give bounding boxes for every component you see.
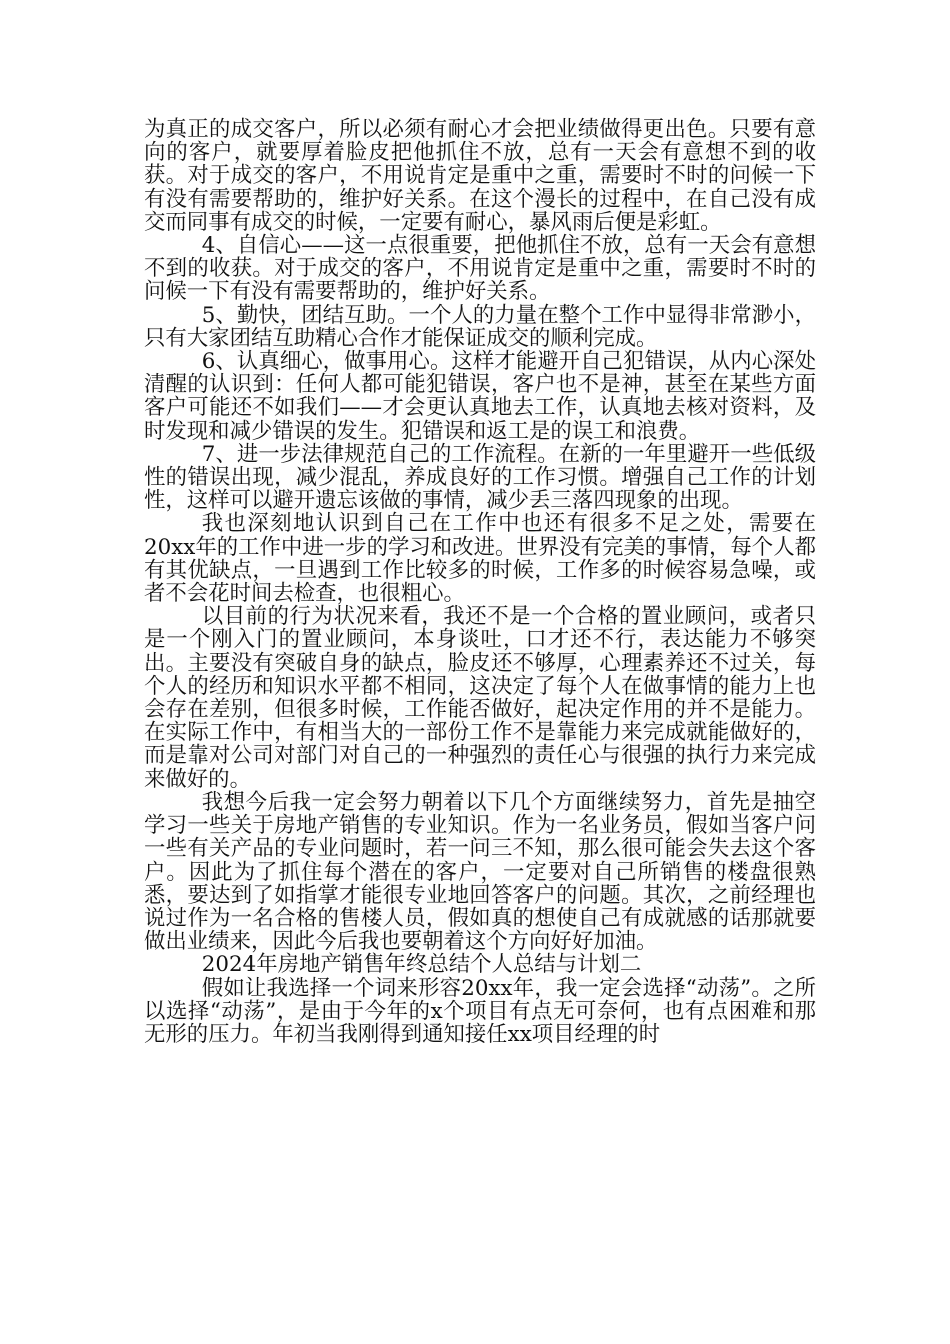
paragraph-continuation: 为真正的成交客户，所以必须有耐心才会把业绩做得更出色。只要有意向的客户，就要厚着脸皮把他抓住不放，总有一天会有意想不到的收获。对于成交的客户，不用说肯定是重中之重，需要时不时的问候一下有没有需要帮助的，维护好关系。在这个漫长的过程中，在自己没有成交而同事有成交的时候，一定要有耐心，暴风雨后便是彩虹。 [144,117,816,235]
paragraph-carefulness: 6、认真细心，做事用心。这样才能避开自己犯错误，从内心深处清醒的认识到：任何人都可能犯错误，客户也不是神，甚至在某些方面客户可能还不如我们——才会更认真地去工作，认真地去核对资料，及时发现和减少错误的发生。犯错误和返工是的误工和浪费。 [144,349,816,444]
paragraph-current-status: 以目前的行为状况来看，我还不是一个合格的置业顾问，或者只是一个刚入门的置业顾问，本身谈吐，口才还不行，表达能力不够突出。主要没有突破自身的缺点，脸皮还不够厚，心理素养还不过关，每个人的经历和知识水平都不相同，这决定了每个人在做事情的能力上也会存在差别，但很多时候，工作能否做好，起决定作用的并不是能力。在实际工作中，有相当大的一部份工作不是靠能力来完成就能做好的，而是靠对公司对部门对自己的一种强烈的责任心与很强的执行力来完成来做好的。 [144,604,816,792]
document-body [144,118,816,1046]
section-heading: 2024年房地产销售年终总结个人总结与计划二 [201,952,642,978]
paragraph-future-plans: 我想今后我一定会努力朝着以下几个方面继续努力，首先是抽空学习一些关于房地产销售的专业知识。作为一名业务员，假如当客户问一些有关产品的专业问题时，若一问三不知，那么很可能会失去这个客户。因此为了抓住每个潜在的客户，一定要对自己所销售的楼盘很熟悉，要达到了如指掌才能很专业地回答客户的问题。其次，之前经理也说过作为一名合格的售楼人员，假如真的想使自己有成就感的话那就要做出业绩来，因此今后我也要朝着这个方向好好加油。 [144,789,816,955]
paragraph-diligence: 5、勤快，团结互助。一个人的力量在整个工作中显得非常渺小，只有大家团结互助精心合作才能保证成交的顺利完成。 [144,302,816,351]
paragraph-self-confidence: 4、自信心——这一点很重要，把他抓住不放，总有一天会有意想不到的收获。对于成交的客户，不用说肯定是重中之重，需要时不时的问候一下有没有需要帮助的，维护好关系。 [144,233,816,305]
paragraph-workflow: 7、进一步法律规范自己的工作流程。在新的一年里避开一些低级性的错误出现，减少混乱，养成良好的工作习惯。增强自己工作的计划性，这样可以避开遗忘该做的事情，减少丢三落四现象的出现。 [144,441,816,514]
paragraph-shortcomings: 我也深刻地认识到自己在工作中也还有很多不足之处，需要在20xx年的工作中进一步的学习和改进。世界没有完美的事情，每个人都有其优缺点，一旦遇到工作比较多的时候，工作多的时候容易急噪，或者不会花时间去检查，也很粗心。 [144,511,816,607]
paragraph-closing: 假如让我选择一个词来形容20xx年，我一定会选择“动荡”。之所以选择“动荡”，是由于今年的x个项目有点无可奈何，也有点困难和那无形的压力。年初当我刚得到通知接任xx项目经理的时 [144,975,816,1047]
